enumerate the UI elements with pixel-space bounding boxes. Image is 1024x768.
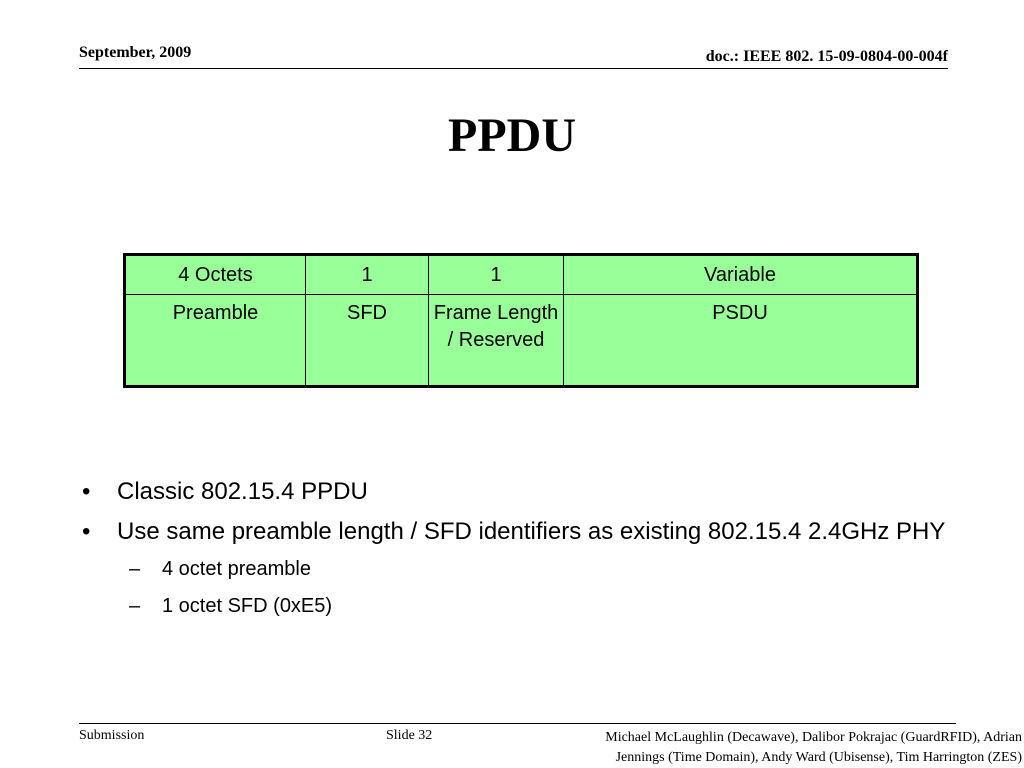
sub-bullet-text: 4 octet preamble [162, 558, 311, 580]
footer-slide-number: Slide 32 [386, 728, 433, 743]
footer-authors-line-1: Michael McLaughlin (Decawave), Dalibor Pokrajac (GuardRFID), Adrian [605, 730, 1022, 745]
table-row-sizes [125, 255, 918, 295]
field-cell-frame-length: Frame Length / Reserved [429, 295, 564, 387]
footer-rule [79, 723, 956, 724]
header-doc-id: doc.: IEEE 802. 15-09-0804-00-004f [705, 48, 948, 65]
sub-bullet-mark: – [129, 595, 141, 617]
sub-bullet-text: 1 octet SFD (0xE5) [162, 595, 333, 617]
field-cell-preamble: Preamble [125, 295, 306, 387]
header-date: September, 2009 [79, 44, 192, 61]
sub-bullet-item [80, 591, 960, 621]
ppdu-frame-table [123, 253, 919, 388]
sub-bullet-mark: – [129, 558, 141, 580]
table-row-fields [125, 295, 918, 387]
size-cell-preamble: 4 Octets [125, 255, 306, 295]
bullet-mark: • [82, 478, 91, 505]
sub-bullet-item [80, 554, 960, 584]
slide-title: PPDU [448, 109, 576, 162]
bullet-text: Use same preamble length / SFD identifiers as existing 802.15.4 2.4GHz PHY [117, 518, 946, 545]
field-cell-psdu: PSDU [564, 295, 918, 387]
footer-authors [605, 728, 1022, 768]
footer-submission: Submission [79, 728, 145, 743]
size-cell-psdu: Variable [564, 255, 918, 295]
bullet-list [80, 474, 960, 628]
size-cell-frame-length: 1 [429, 255, 564, 295]
bullet-item [80, 474, 960, 509]
footer-authors-line-2: Jennings (Time Domain), Andy Ward (Ubisense), Tim Harrington (ZES) [615, 750, 1022, 765]
bullet-item [80, 514, 960, 549]
size-cell-sfd: 1 [306, 255, 429, 295]
bullet-mark: • [82, 518, 91, 545]
bullet-text: Classic 802.15.4 PPDU [117, 478, 368, 505]
field-cell-sfd: SFD [306, 295, 429, 387]
header-rule [79, 68, 948, 69]
